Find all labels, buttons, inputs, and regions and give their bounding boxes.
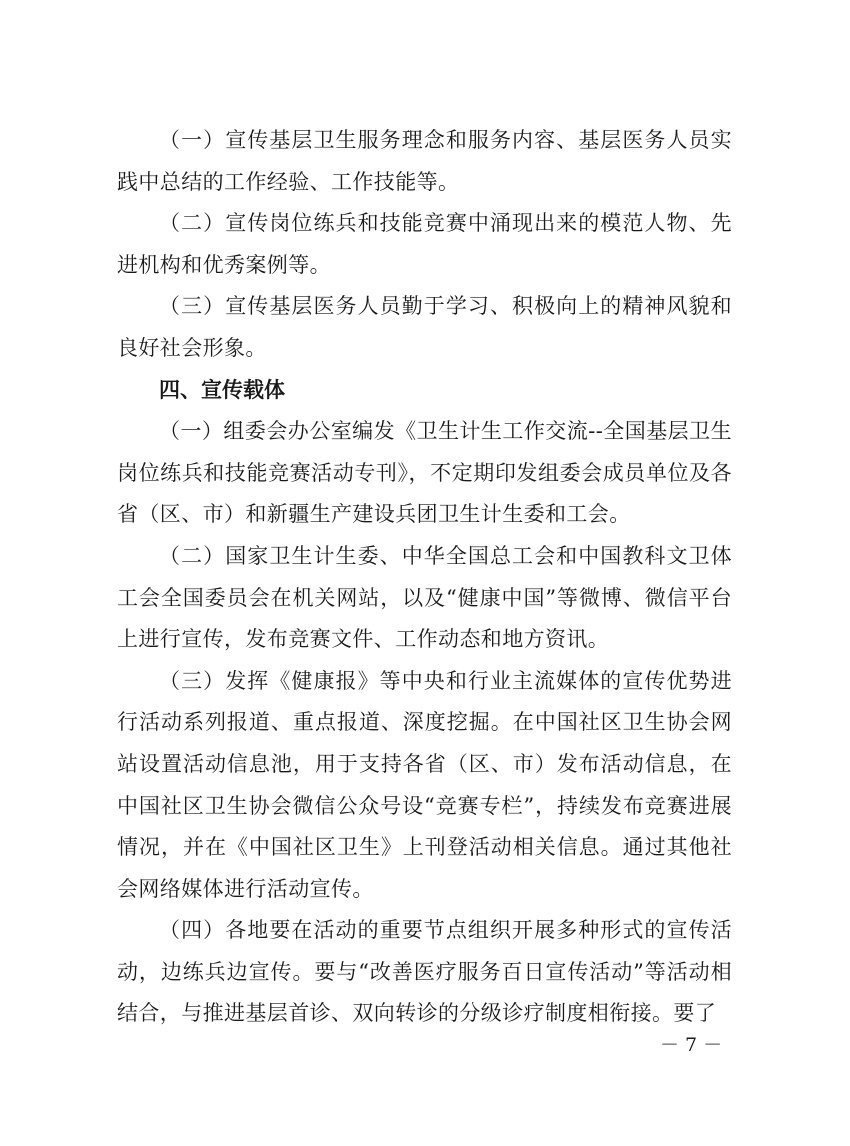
paragraph-5: （二）国家卫生计生委、中华全国总工会和中国教科文卫体工会全国委员会在机关网站，以及“健康中国”等微博、微信平台上进行宣传，发布竞赛文件、工作动态和地方资讯。 bbox=[117, 543, 732, 652]
document-body bbox=[117, 120, 732, 1035]
paragraph-3: （三）宣传基层医务人员勤于学习、积极向上的精神风貌和良好社会形象。 bbox=[117, 294, 732, 360]
section-heading: 四、宣传载体 bbox=[159, 377, 285, 402]
page-number: － 7 － bbox=[660, 1034, 723, 1056]
paragraph-6: （三）发挥《健康报》等中央和行业主流媒体的宣传优势进行活动系列报道、重点报道、深度挖掘。在中国社区卫生协会网站设置活动信息池，用于支持各省（区、市）发布活动信息，在中国社区卫生协会微信公众号设“竞赛专栏”，持续发布竞赛进展情况，并在《中国社区卫生》上刊登活动相关信息。通过其他社会网络媒体进行活动宣传。 bbox=[117, 668, 732, 901]
paragraph-1: （一）宣传基层卫生服务理念和服务内容、基层医务人员实践中总结的工作经验、工作技能等。 bbox=[117, 128, 732, 194]
paragraph-7: （四）各地要在活动的重要节点组织开展多种形式的宣传活动，边练兵边宣传。要与“改善医疗服务百日宣传活动”等活动相结合，与推进基层首诊、双向转诊的分级诊疗制度相衔接。要了 bbox=[117, 918, 732, 1026]
paragraph-4: （一）组委会办公室编发《卫生计生工作交流--全国基层卫生岗位练兵和技能竞赛活动专刊》，不定期印发组委会成员单位及各省（区、市）和新疆生产建设兵团卫生计生委和工会。 bbox=[117, 419, 732, 527]
paragraph-2: （二）宣传岗位练兵和技能竞赛中涌现出来的模范人物、先进机构和优秀案例等。 bbox=[117, 211, 732, 277]
